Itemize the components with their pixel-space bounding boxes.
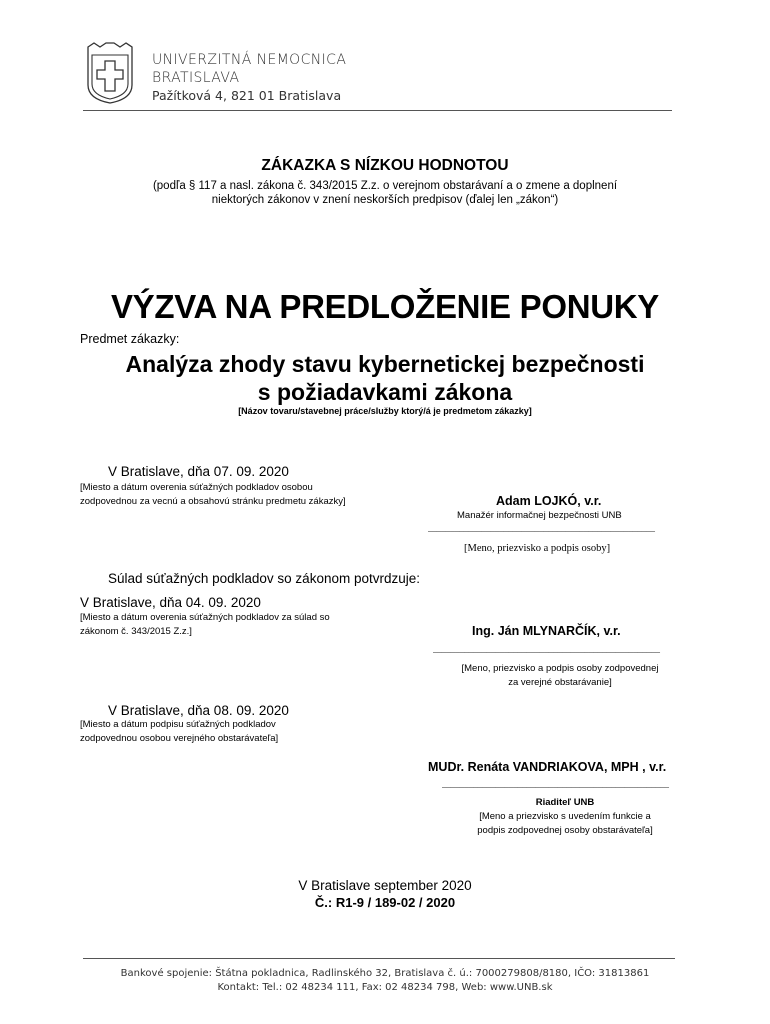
legal-reference-line2: niektorých zákonov v znení neskorších predpisov (ďalej len „zákon“): [211, 194, 559, 206]
legal-reference: [0, 179, 770, 207]
institution-name-line2: BRATISLAVA: [152, 70, 240, 86]
document-title: VÝZVA NA PREDLOŽENIE PONUKY: [110, 288, 660, 325]
footer-bank-info: Bankové spojenie: Štátna pokladnica, Radlinského 32, Bratislava č. ú.: 7000279808/8180, IČO: 31813861: [120, 968, 650, 979]
subject-title-line1: Analýza zhody stavu kybernetickej bezpečnosti: [125, 351, 645, 377]
header-divider: [83, 110, 672, 111]
block1-note-line2: zodpovednou za vecnú a obsahovú stránku predmetu zákazky]: [80, 496, 346, 507]
block3-signature-block: [440, 796, 690, 838]
block3-signature-line: ___________________________________________________: [442, 779, 669, 788]
block2-signer-name: Ing. Ján MLYNARČÍK, v.r.: [472, 624, 621, 638]
block1-signature-note: [Meno, priezvisko a podpis osoby]: [464, 543, 611, 554]
block1-signer-role: Manažér informačnej bezpečnosti UNB: [457, 510, 622, 521]
block2-signature-note-line2: za verejné obstarávanie]: [508, 677, 612, 688]
block3-signer-role: Riaditeľ UNB: [535, 797, 595, 808]
footer-divider: [83, 958, 675, 959]
block2-note-line2: zákonom č. 343/2015 Z.z.]: [80, 626, 192, 637]
block1-note: [80, 481, 346, 509]
block2-note: [80, 611, 330, 639]
institution-name-line1: UNIVERZITNÁ NEMOCNICA: [152, 52, 347, 68]
hospital-cross-shield-icon: [84, 41, 136, 105]
block3-note: [80, 718, 278, 746]
block2-intro: Súlad súťažných podkladov so zákonom potvrdzuje:: [108, 571, 420, 586]
block1-signature-line: ___________________________________________________: [428, 523, 655, 532]
block1-note-line1: [Miesto a dátum overenia súťažných podkladov osobou: [80, 482, 313, 493]
subject-label: Predmet zákazky:: [80, 332, 180, 346]
closing-place-date: V Bratislave september 2020: [298, 878, 472, 893]
block3-signer-name: MUDr. Renáta VANDRIAKOVA, MPH , v.r.: [428, 760, 667, 774]
block3-signature-note-line1: [Meno a priezvisko s uvedením funkcie a: [479, 811, 651, 822]
institution-address: Pažítková 4, 821 01 Bratislava: [152, 88, 342, 103]
block3-note-line1: [Miesto a dátum podpisu súťažných podkladov: [80, 719, 276, 730]
block1-date: V Bratislave, dňa 07. 09. 2020: [108, 464, 289, 479]
subject-title-line2: s požiadavkami zákona: [257, 379, 513, 405]
footer-contact: Kontakt: Tel.: 02 48234 111, Fax: 02 48234 798, Web: www.UNB.sk: [217, 982, 553, 993]
block2-date: V Bratislave, dňa 04. 09. 2020: [80, 595, 261, 610]
block2-signature-note: [430, 662, 690, 690]
block3-note-line2: zodpovednou osobou verejného obstarávateľa]: [80, 733, 279, 744]
block1-signer-name: Adam LOJKÓ, v.r.: [496, 494, 602, 508]
subject-note: [Názov tovaru/stavebnej práce/služby ktorý/á je predmetom zákazky]: [238, 406, 532, 416]
document-number: Č.: R1-9 / 189-02 / 2020: [314, 895, 456, 910]
block3-date: V Bratislave, dňa 08. 09. 2020: [108, 703, 289, 718]
subject-title: [0, 350, 770, 406]
block2-signature-line: ___________________________________________________: [433, 644, 660, 653]
legal-reference-line1: (podľa § 117 a nasl. zákona č. 343/2015 Z.z. o verejnom obstarávaní a o zmene a doplnení: [152, 180, 618, 192]
block2-signature-note-line1: [Meno, priezvisko a podpis osoby zodpovednej: [461, 663, 659, 674]
block2-note-line1: [Miesto a dátum overenia súťažných podkladov za súlad so: [80, 612, 330, 623]
block3-signature-note-line2: podpis zodpovednej osoby obstarávateľa]: [477, 825, 653, 836]
procurement-type-heading: ZÁKAZKA S NÍZKOU HODNOTOU: [261, 157, 509, 174]
